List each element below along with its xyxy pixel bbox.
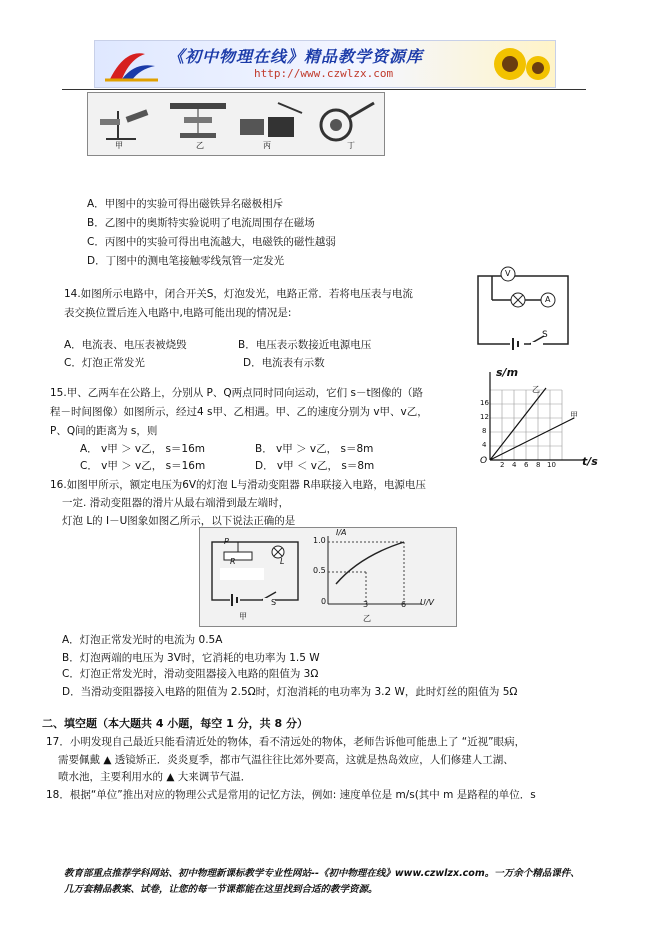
test-pencil-icon	[321, 103, 374, 140]
q15-option-b: B． v甲 ＞ v乙， s＝8m	[255, 443, 374, 455]
q15-stem-2: 程－时间图像）如图所示，经过4 s甲、乙相遇。甲、乙的速度分别为 v甲、v乙，	[50, 406, 428, 418]
fig16-ytick: 0.5	[313, 566, 326, 575]
graph-xtick: 4	[512, 461, 517, 469]
fig16-xtick: 3	[363, 600, 369, 609]
q16-figure	[199, 527, 457, 627]
q15-option-c: C． v甲 ＞ v乙， s＝16m	[80, 460, 206, 472]
q13-option-c: C．丙图中的实验可得出电流越大，电磁铁的磁性越弱	[87, 236, 336, 248]
rheostat-icon	[224, 552, 252, 560]
q14-option-a: A．电流表、电压表被烧毁	[64, 339, 187, 351]
q14-stem-2: 表交换位置后连入电路中,电路可能出现的情况是:	[64, 307, 292, 319]
footer-line-1: 教育部重点推荐学科网站、初中物理新课标教学专业性网站--《初中物理在线》www.czwlzx.com。一万余个精品课件、	[64, 868, 580, 879]
oersted-experiment-icon	[170, 103, 226, 138]
graph-ytick: 4	[482, 441, 487, 449]
q17-line-3: 喷水池，主要利用水的 ▲ 大来调节气温．	[58, 771, 252, 783]
graph-xtick: 8	[536, 461, 541, 469]
fig16-label-r: R	[230, 557, 236, 566]
section-title: 二、填空题（本大题共 4 小题，每空 1 分，共 8 分）	[42, 717, 308, 730]
q15-option-d: D． v甲 ＜ v乙， s＝8m	[255, 460, 375, 472]
header-rule	[62, 89, 586, 90]
fig16-origin: 0	[321, 597, 327, 606]
fig16-label-p: P	[224, 537, 229, 546]
fig16-label-yi: 乙	[363, 614, 371, 623]
q13-figure	[87, 92, 385, 156]
fig-label-jia: 甲	[115, 141, 123, 150]
q13-option-d: D．丁图中的测电笔接触零线氖管一定发光	[87, 255, 285, 267]
q14-option-d: D．电流表有示数	[243, 357, 325, 369]
fig16-xlabel: U/V	[420, 598, 435, 607]
fig16-ylabel: I/A	[336, 528, 347, 537]
footer-line-2: 几万套精品教案、试卷，让您的每一节课都能在这里找到合适的教学资源。	[64, 884, 378, 895]
fig-label-bing: 丙	[263, 141, 271, 150]
fig16-label-l: L	[280, 557, 285, 566]
q15-stem-3: P、Q间的距离为 s，则	[50, 425, 158, 437]
graph-label-jia: 甲	[570, 411, 578, 420]
fig16-label-s: S	[271, 598, 277, 607]
line-jia	[490, 418, 574, 460]
banner-url[interactable]: http://www.czwlzx.com	[254, 67, 394, 80]
q18-line-1: 18．根据“单位”推出对应的物理公式是常用的记忆方法，例如: 速度单位是 m/s(其中 m 是路程的单位．s	[46, 789, 536, 801]
graph-xtick: 10	[547, 461, 556, 469]
q13-option-a: A．甲图中的实验可得出磁铁异名磁极相斥	[87, 198, 284, 210]
graph-xtick: 6	[524, 461, 529, 469]
line-yi	[490, 388, 546, 460]
q13-option-b: B．乙图中的奥斯特实验说明了电流周围存在磁场	[87, 217, 315, 229]
graph-ytick: 8	[482, 427, 487, 435]
q14-circuit-diagram	[470, 262, 576, 352]
graph-xtick: 2	[500, 461, 505, 469]
graph-origin: O	[480, 456, 488, 466]
q15-option-a: A． v甲 ＞ v乙， s＝16m	[80, 443, 206, 455]
page-footer	[64, 866, 604, 898]
q14-stem-1: 14.如图所示电路中，闭合开关S，灯泡发光，电路正常．若将电压表与电流	[64, 288, 413, 300]
fig16-label-jia: 甲	[239, 612, 247, 621]
q14-option-b: B．电压表示数接近电源电压	[238, 339, 372, 351]
logo-icon	[100, 44, 160, 84]
q16-option-c: C．灯泡正常发光时，滑动变阻器接入电路的阻值为 3Ω	[62, 668, 319, 680]
q16-option-a: A．灯泡正常发光时的电流为 0.5A	[62, 634, 223, 646]
electromagnet-experiment-icon	[240, 103, 302, 137]
graph-ylabel: s/m	[496, 366, 519, 379]
circuit-label-a: A	[545, 295, 551, 304]
q16-option-b: B．灯泡两端的电压为 3V时，它消耗的电功率为 1.5 W	[62, 652, 320, 664]
q16-stem-3: 灯泡 L的 I－U图象如图乙所示，以下说法正确的是	[62, 515, 296, 527]
q14-option-c: C．灯泡正常发光	[64, 357, 145, 369]
graph-ytick: 12	[480, 413, 489, 421]
q15-stem-1: 15.甲、乙两车在公路上，分别从 P、Q两点同时同向运动，它们 s－t图像的（路	[50, 387, 424, 399]
fig-label-yi: 乙	[196, 141, 204, 150]
q16-stem-2: 一定. 滑动变阻器的滑片从最右端滑到最左端时，	[62, 497, 290, 509]
graph-grid	[490, 390, 562, 460]
fig16-ytick: 1.0	[313, 536, 326, 545]
fig16-xtick: 6	[401, 600, 407, 609]
graph-label-yi: 乙	[532, 385, 540, 394]
q16-option-d: D．当滑动变阻器接入电路的阻值为 2.5Ω时，灯泡消耗的电功率为 3.2 W，此时灯丝的阻值为 5Ω	[62, 686, 518, 698]
iu-curve	[336, 542, 404, 584]
graph-xlabel: t/s	[582, 455, 598, 468]
q17-line-2: 需要佩戴 ▲ 透镜矫正．炎炎夏季，都市气温往往比郊外要高，这就是热岛效应，人们修建人工湖、	[58, 754, 514, 766]
banner-title: 《初中物理在线》精品教学资源库	[168, 47, 424, 66]
circuit-label-v: V	[505, 269, 511, 278]
fig-label-ding: 丁	[347, 141, 355, 150]
q16-stem-1: 16.如图甲所示，额定电压为6V的灯泡 L与滑动变阻器 R串联接入电路，电源电压	[50, 479, 426, 491]
circuit-label-s: S	[542, 330, 548, 340]
graph-ytick: 16	[480, 399, 489, 407]
q17-line-1: 17．小明发现自己最近只能看清近处的物体，看不清远处的物体，老师告诉他可能患上了 “近视”眼病，	[46, 736, 526, 748]
sunflower-icon	[488, 42, 552, 86]
magnet-experiment-icon	[100, 109, 148, 139]
